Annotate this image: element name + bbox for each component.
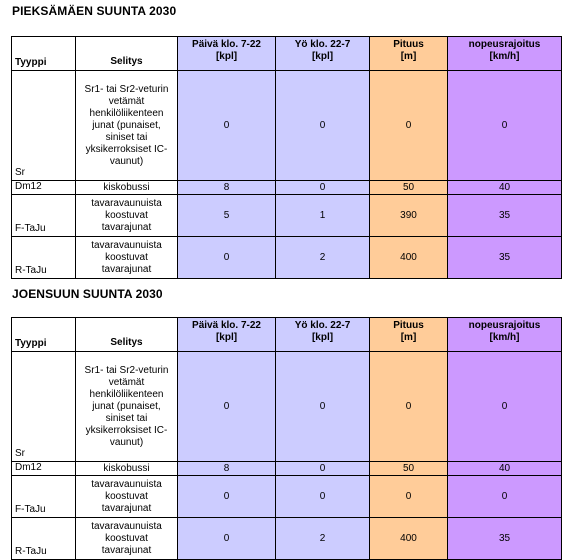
cell-type: F-TaJu (12, 195, 76, 237)
table-row (12, 462, 562, 476)
cell-type: R-TaJu (12, 518, 76, 560)
cell-length: 0 (370, 476, 448, 518)
table-row (12, 476, 562, 518)
cell-day: 5 (178, 195, 276, 237)
cell-speed: 0 (448, 476, 562, 518)
cell-type: Dm12 (12, 181, 76, 195)
cell-night: 2 (276, 237, 370, 279)
header-tyyppi: Tyyppi (12, 37, 76, 71)
cell-description: Sr1- tai Sr2-veturin vetämät henkilöliikenteen junat (punaiset, siniset tai yksikerroksiset IC- vaunut) (76, 71, 178, 181)
cell-day: 0 (178, 237, 276, 279)
cell-day: 8 (178, 462, 276, 476)
cell-day: 0 (178, 71, 276, 181)
cell-description: Sr1- tai Sr2-veturin vetämät henkilöliikenteen junat (punaiset, siniset tai yksikerroksiset IC- vaunut) (76, 352, 178, 462)
header-night: Yö klo. 22-7 [kpl] (276, 318, 370, 352)
cell-type: Dm12 (12, 462, 76, 476)
cell-description: tavaravaunuista koostuvat tavarajunat (76, 476, 178, 518)
cell-type: Sr (12, 352, 76, 462)
cell-speed: 35 (448, 237, 562, 279)
cell-speed: 40 (448, 462, 562, 476)
cell-description: tavaravaunuista koostuvat tavarajunat (76, 237, 178, 279)
traffic-table-pieksamaki (11, 36, 562, 279)
cell-speed: 0 (448, 71, 562, 181)
cell-night: 1 (276, 195, 370, 237)
cell-length: 390 (370, 195, 448, 237)
cell-night: 0 (276, 181, 370, 195)
cell-day: 0 (178, 352, 276, 462)
cell-description: tavaravaunuista koostuvat tavarajunat (76, 518, 178, 560)
table-header-row (12, 37, 562, 71)
cell-speed: 0 (448, 352, 562, 462)
header-speed: nopeusrajoitus [km/h] (448, 318, 562, 352)
header-day: Päivä klo. 7-22 [kpl] (178, 318, 276, 352)
table-row (12, 352, 562, 462)
cell-type: R-TaJu (12, 237, 76, 279)
cell-day: 0 (178, 476, 276, 518)
cell-night: 0 (276, 71, 370, 181)
table-row (12, 518, 562, 560)
traffic-table-joensuu (11, 317, 562, 560)
header-night: Yö klo. 22-7 [kpl] (276, 37, 370, 71)
cell-length: 0 (370, 71, 448, 181)
section-title-joensuu: JOENSUUN SUUNTA 2030 (12, 287, 163, 301)
header-selitys: Selitys (76, 37, 178, 71)
table-row (12, 71, 562, 181)
header-day: Päivä klo. 7-22 [kpl] (178, 37, 276, 71)
cell-speed: 35 (448, 195, 562, 237)
cell-night: 0 (276, 476, 370, 518)
header-length: Pituus [m] (370, 37, 448, 71)
cell-type: F-TaJu (12, 476, 76, 518)
cell-speed: 35 (448, 518, 562, 560)
cell-length: 400 (370, 518, 448, 560)
cell-day: 8 (178, 181, 276, 195)
table-header-row (12, 318, 562, 352)
cell-type: Sr (12, 71, 76, 181)
header-speed: nopeusrajoitus [km/h] (448, 37, 562, 71)
cell-description: tavaravaunuista koostuvat tavarajunat (76, 195, 178, 237)
table-row (12, 181, 562, 195)
header-tyyppi: Tyyppi (12, 318, 76, 352)
cell-night: 0 (276, 352, 370, 462)
cell-night: 0 (276, 462, 370, 476)
cell-length: 0 (370, 352, 448, 462)
section-title-pieksamaki: PIEKSÄMÄEN SUUNTA 2030 (12, 4, 177, 18)
header-length: Pituus [m] (370, 318, 448, 352)
cell-length: 400 (370, 237, 448, 279)
cell-day: 0 (178, 518, 276, 560)
cell-length: 50 (370, 462, 448, 476)
cell-length: 50 (370, 181, 448, 195)
table-row (12, 237, 562, 279)
cell-description: kiskobussi (76, 462, 178, 476)
table-row (12, 195, 562, 237)
cell-night: 2 (276, 518, 370, 560)
cell-speed: 40 (448, 181, 562, 195)
cell-description: kiskobussi (76, 181, 178, 195)
header-selitys: Selitys (76, 318, 178, 352)
